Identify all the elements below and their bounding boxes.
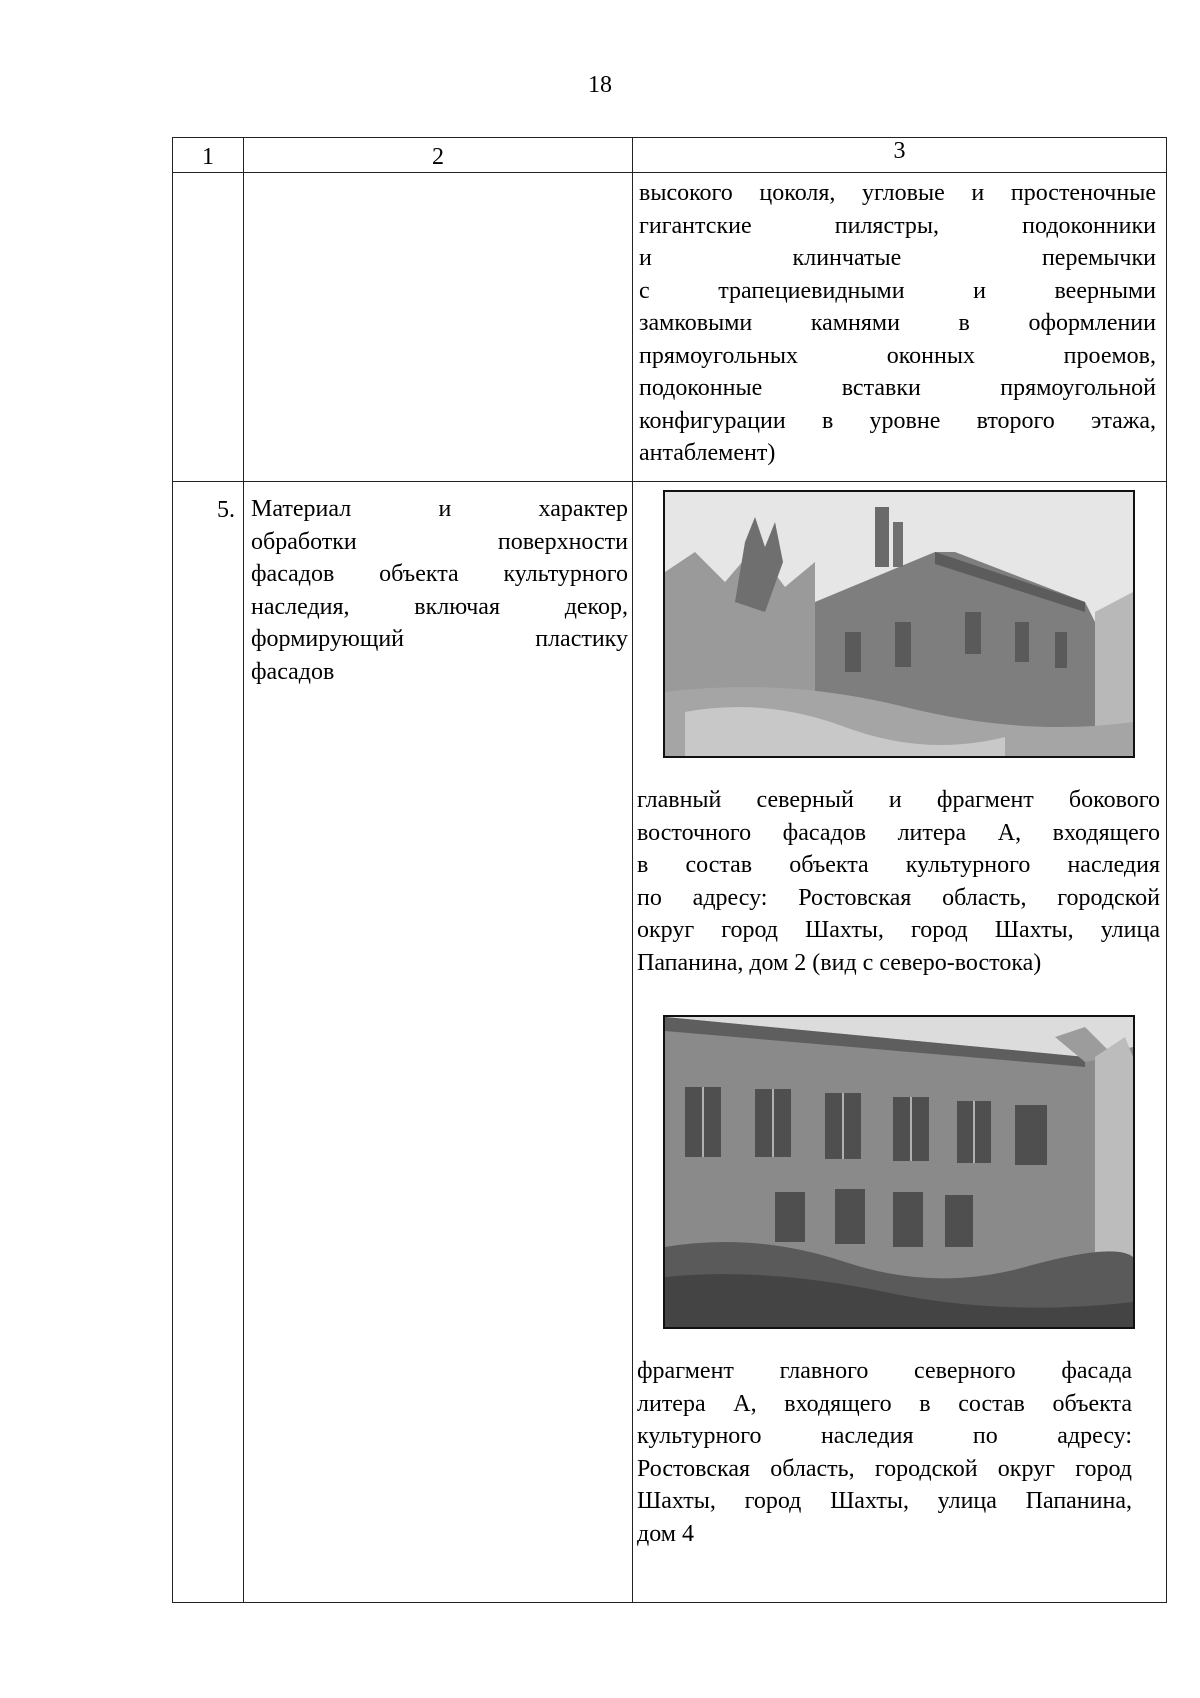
- caption-line: округ город Шахты, город Шахты, улица: [637, 917, 1160, 943]
- caption-line: литера А, входящего в состав объекта: [637, 1390, 1132, 1417]
- text-line: фасадов объекта культурного: [251, 561, 628, 587]
- facade-building-image: [665, 1017, 1133, 1327]
- table-header-row: [173, 138, 1167, 173]
- photo-main-north-facade: [663, 1015, 1135, 1329]
- column-header-3: 3: [633, 138, 1167, 173]
- text-line: и клинчатые перемычки: [639, 245, 1156, 271]
- text-line: прямоугольных оконных проемов,: [639, 342, 1156, 369]
- text-line-last: антаблемент): [639, 440, 776, 466]
- caption-line-last: дом 4: [637, 1520, 694, 1547]
- caption-line: культурного наследия по адресу:: [637, 1423, 1132, 1449]
- column-header-1: 1: [173, 138, 244, 173]
- caption-line: фрагмент главного северного фасада: [637, 1358, 1132, 1384]
- text-line: Материал и характер: [251, 496, 628, 522]
- table-row-item-5: [173, 482, 1167, 1603]
- photo-building-northeast-view: [663, 490, 1135, 758]
- text-line: подоконные вставки прямоугольной: [639, 375, 1156, 401]
- text-line: замковыми камнями в оформлении: [639, 310, 1156, 336]
- item-illustrations: [633, 482, 1167, 1603]
- caption-line: Шахты, город Шахты, улица Папанина,: [637, 1488, 1132, 1514]
- text-line: с трапециевидными и веерными: [639, 277, 1156, 304]
- photo2-caption: [637, 1355, 1162, 1550]
- cell-number-empty: [173, 173, 244, 482]
- text-line: конфигурации в уровне второго этажа,: [639, 407, 1156, 434]
- text-line: наследия, включая декор,: [251, 593, 628, 620]
- text-line: гигантские пилястры, подоконники: [639, 212, 1156, 239]
- cell-description-empty: [244, 173, 633, 482]
- table-row-continuation: [173, 173, 1167, 482]
- item-number: 5.: [173, 482, 244, 1603]
- ruined-building-image: [665, 492, 1133, 756]
- caption-line: главный северный и фрагмент бокового: [637, 787, 1160, 813]
- text-line: формирующий пластику: [251, 626, 628, 652]
- heritage-table: [172, 137, 1167, 1603]
- caption-line: в состав объекта культурного наследия: [637, 852, 1160, 878]
- cell-continuation-text: [633, 173, 1167, 482]
- item-description: [244, 482, 633, 1603]
- caption-line-last: Папанина, дом 2 (вид с северо-востока): [637, 949, 1042, 976]
- text-line-last: фасадов: [251, 658, 335, 685]
- page-number: 18: [588, 72, 612, 98]
- text-line: обработки поверхности: [251, 528, 628, 555]
- column-header-2: 2: [244, 138, 633, 173]
- caption-line: по адресу: Ростовская область, городской: [637, 884, 1160, 911]
- photo1-caption: [637, 784, 1162, 979]
- text-line: высокого цоколя, угловые и простеночные: [639, 180, 1156, 206]
- caption-line: Ростовская область, городской округ город: [637, 1455, 1132, 1482]
- caption-line: восточного фасадов литера А, входящего: [637, 819, 1160, 846]
